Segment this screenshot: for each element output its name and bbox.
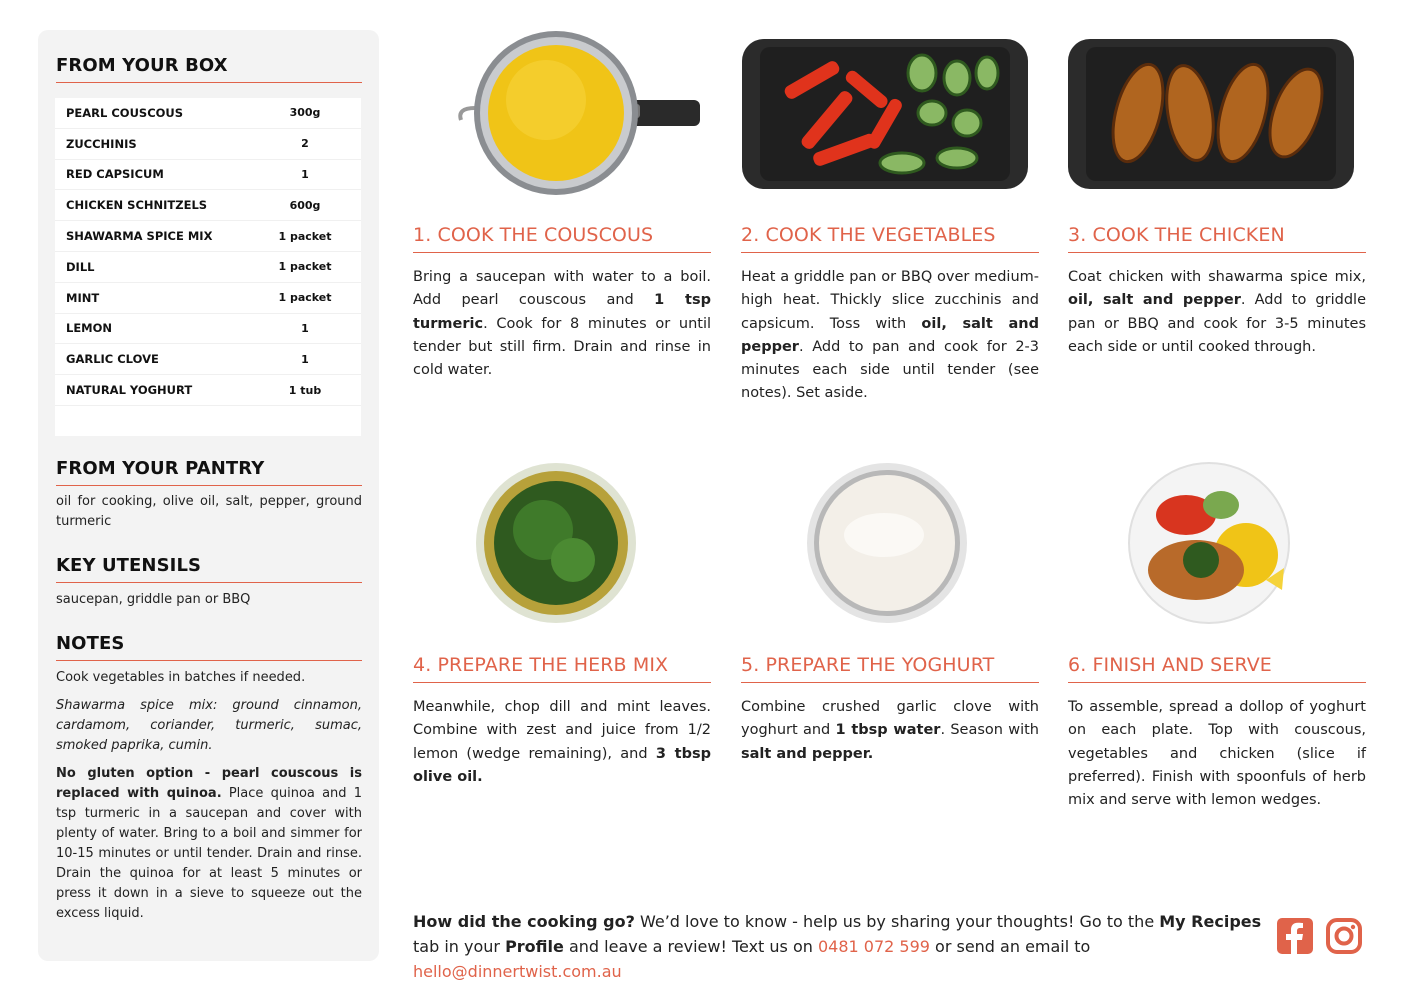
ingredient-qty: 2 [301, 137, 309, 151]
text: . Add to griddle pan or BBQ and cook for 3-5 minutes each side or until cooked through. [1068, 292, 1366, 355]
couscous-pot-photo [450, 30, 705, 200]
ingredient-name: NATURAL YOGHURT [66, 383, 193, 398]
footer-message [413, 909, 1263, 984]
step-2-text [741, 266, 1039, 406]
text-bold: oil, salt and pepper [1068, 292, 1241, 309]
email-link[interactable]: hello@dinnertwist.com.au [413, 962, 622, 981]
notes-rest: Place quinoa and 1 tsp turmeric in a saucepan and cover with plenty of water. Bring to a boil and simmer for 10-15 minutes or until tender. Drain and rinse. Drain the quinoa for at least 5 minutes or press it down in a sieve to squeeze out the excess liquid. [56, 786, 362, 921]
step-6-title: 6. FINISH AND SERVE [1068, 654, 1366, 683]
served-plate-photo [1126, 460, 1292, 626]
pantry-text: oil for cooking, olive oil, salt, pepper, ground turmeric [56, 494, 362, 529]
table-row [55, 375, 361, 406]
ingredient-qty: 1 [301, 352, 309, 366]
text: tab in your [413, 937, 506, 956]
text-bold: 3 tbsp olive oil. [413, 745, 711, 785]
text: Bring a saucepan with water to a boil. Add pearl couscous and [413, 269, 711, 309]
step-4-title: 4. PREPARE THE HERB MIX [413, 654, 711, 683]
ingredient-qty: 1 [301, 167, 309, 181]
herb-mix-bowl-photo [473, 460, 639, 626]
phone-link[interactable]: 0481 072 599 [817, 937, 930, 956]
text: and leave a review! Text us on [563, 937, 818, 956]
text-bold: 1 tbsp water [835, 722, 941, 739]
ingredient-qty: 1 [301, 321, 309, 335]
step-6-text [1068, 696, 1366, 812]
step-5-text [741, 696, 1039, 766]
table-row [55, 190, 361, 221]
text: or send an email to [929, 937, 1091, 956]
table-row [55, 129, 361, 160]
text: . Add to pan and cook for 2-3 minutes each side until tender (see notes). Set aside. [741, 338, 1039, 402]
text-bold: oil, salt and pepper [741, 315, 1040, 355]
sidebar-panel [38, 30, 379, 961]
step-2-title: 2. COOK THE VEGETABLES [741, 224, 1039, 253]
yoghurt-bowl-photo [804, 460, 970, 626]
facebook-icon[interactable] [1276, 917, 1314, 955]
ingredient-qty: 1 packet [278, 260, 332, 274]
ingredient-name: SHAWARMA SPICE MIX [66, 229, 213, 244]
table-row [55, 252, 361, 283]
text: We’d love to know - help us by sharing your thoughts! Go to the [634, 912, 1160, 931]
ingredient-name: MINT [66, 290, 100, 305]
ingredient-qty: 1 packet [278, 229, 332, 243]
ingredient-name: DILL [66, 259, 95, 274]
table-row [55, 344, 361, 375]
ingredient-qty: 300g [289, 106, 321, 120]
step-1-title: 1. COOK THE COUSCOUS [413, 224, 711, 253]
step-3-title: 3. COOK THE CHICKEN [1068, 224, 1366, 253]
ingredient-qty: 1 packet [278, 291, 332, 305]
step-1-text [413, 266, 711, 382]
text-bold: 1 tsp turmeric [413, 292, 711, 332]
ingredient-name: ZUCCHINIS [66, 136, 137, 151]
table-row [55, 160, 361, 191]
text: Combine crushed garlic clove with yoghurt and [741, 699, 1039, 739]
profile-text: Profile [505, 937, 564, 956]
notes-text-3 [56, 764, 362, 924]
griddle-vegetables-photo [742, 33, 1028, 193]
ingredient-name: PEARL COUSCOUS [66, 105, 184, 120]
step-3-text [1068, 266, 1366, 359]
footer-question: How did the cooking go? [413, 912, 635, 931]
notes-bold: No gluten option - pearl couscous is replaced with quinoa. [56, 766, 362, 801]
text: . Cook for 8 minutes or until tender but still firm. Drain and rinse in cold water. [413, 315, 711, 379]
ingredient-name: RED CAPSICUM [66, 167, 164, 182]
ingredients-table [55, 98, 361, 436]
table-row [55, 314, 361, 345]
step-5-title: 5. PREPARE THE YOGHURT [741, 654, 1039, 683]
notes-text-1: Cook vegetables in batches if needed. [56, 670, 306, 685]
notes-title: NOTES [56, 633, 362, 661]
my-recipes-text: My Recipes [1159, 912, 1262, 931]
table-row [55, 98, 361, 129]
ingredient-qty: 1 tub [288, 383, 322, 397]
pantry-title: FROM YOUR PANTRY [56, 458, 362, 486]
table-row [55, 283, 361, 314]
text: Meanwhile, chop dill and mint leaves. Combine with zest and juice from 1/2 lemon (wedge remaining), and [413, 699, 711, 762]
utensils-title: KEY UTENSILS [56, 555, 362, 583]
ingredient-name: LEMON [66, 321, 113, 336]
instagram-icon[interactable] [1325, 917, 1363, 955]
text: . Season with [940, 722, 1039, 739]
text: To assemble, spread a dollop of yoghurt on each plate. Top with couscous, vegetables and chicken (slice if preferred). Finish with spoonfuls of herb mix and serve with lemon wedges. [1068, 699, 1366, 809]
box-title: FROM YOUR BOX [56, 55, 362, 83]
utensils-text: saucepan, griddle pan or BBQ [56, 592, 251, 607]
ingredient-name: CHICKEN SCHNITZELS [66, 198, 208, 213]
griddle-chicken-photo [1068, 33, 1354, 193]
text-bold: salt and pepper. [741, 745, 874, 762]
ingredient-name: GARLIC CLOVE [66, 352, 159, 367]
notes-text-2: Shawarma spice mix: ground cinnamon, cardamom, coriander, turmeric, sumac, smoked paprika, cumin. [56, 698, 362, 753]
text: Heat a griddle pan or BBQ over medium-high heat. Thickly slice zucchinis and capsicum. Toss with [741, 269, 1039, 332]
table-row [55, 221, 361, 252]
ingredient-qty: 600g [289, 198, 321, 212]
step-4-text [413, 696, 711, 789]
text: Coat chicken with shawarma spice mix, [1068, 269, 1366, 285]
